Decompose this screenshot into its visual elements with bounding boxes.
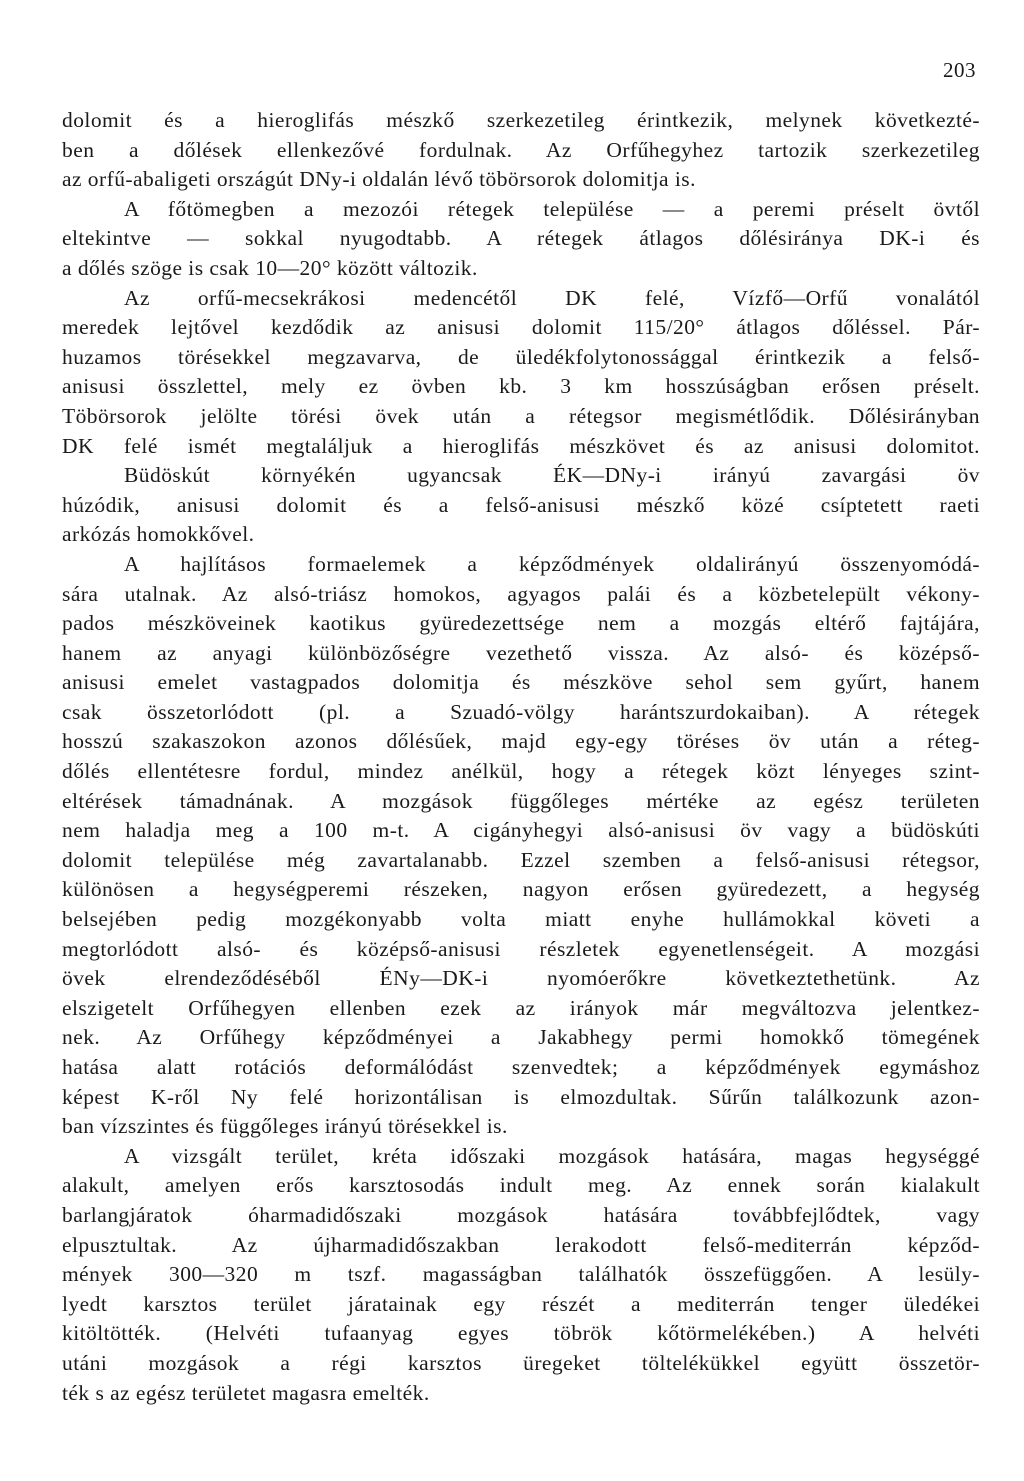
- text-line: a dőlés szöge is csak 10—20° között változik.: [62, 255, 478, 280]
- text-line: A vizsgált terület, kréta időszaki mozgások hatására, magas hegységgé: [124, 1143, 980, 1168]
- text-line: hosszú szakaszokon azonos dőlésűek, majd egy-egy töréses öv után a réteg-: [62, 729, 980, 754]
- text-line: hatása alatt rotációs deformálódást szenvedtek; a képződmények egymáshoz: [62, 1055, 980, 1079]
- text-line: mények 300—320 m tszf. magasságban találhatók összefüggően. A lesüly-: [62, 1262, 980, 1287]
- text-line: DK felé ismét megtaláljuk a hieroglifás mészkövet és az anisusi dolomitot.: [62, 433, 980, 458]
- text-line: elpusztultak. Az újharmadidőszakban lerakodott felső-mediterrán képződ-: [62, 1232, 980, 1257]
- text-line: ben a dőlések ellenkezővé fordulnak. Az Orfűhegyhez tartozik szerkezetileg: [62, 137, 980, 162]
- text-line: ban vízszintes és függőleges irányú törésekkel is.: [62, 1114, 508, 1139]
- book-page: [62, 0, 980, 1481]
- text-line: Töbörsorok jelölte törési övek után a rétegsor megismétlődik. Dőlésirányban: [62, 403, 980, 428]
- text-line: ték s az egész területet magasra emelték.: [62, 1380, 430, 1405]
- text-line: huzamos törésekkel megzavarva, de üledékfolytonossággal érintkezik a felső-: [62, 344, 980, 369]
- text-line: pados mészköveinek kaotikus gyüredezettsége nem a mozgás eltérő fajtájára,: [62, 611, 980, 636]
- text-line: csak összetorlódott (pl. a Szuadó-völgy harántszurdokaiban). A rétegek: [62, 699, 980, 724]
- text-line: alakult, amelyen erős karsztosodás indult meg. Az ennek során kialakult: [62, 1173, 980, 1198]
- text-line: arkózás homokkővel.: [62, 522, 255, 547]
- text-line: képest K-ről Ny felé horizontálisan is elmozdultak. Sűrűn találkozunk azon-: [62, 1084, 980, 1109]
- text-line: húzódik, anisusi dolomit és a felső-anisusi mészkő közé csíptetett raeti: [62, 492, 980, 517]
- text-line: különösen a hegységperemi részeken, nagyon erősen gyüredezett, a hegység: [62, 877, 980, 902]
- body-text: [62, 106, 980, 1408]
- text-line: meredek lejtővel kezdődik az anisusi dolomit 115/20° átlagos dőléssel. Pár-: [62, 315, 980, 340]
- text-line: nem haladja meg a 100 m-t. A cigányhegyi alsó-anisusi öv vagy a büdöskúti: [62, 818, 980, 843]
- text-line: eltérések támadnának. A mozgások függőleges mértéke az egész területen: [62, 788, 980, 813]
- text-line: az orfű-abaligeti országút DNy-i oldalán lévő töbörsorok dolomitja is.: [62, 167, 696, 192]
- text-line: eltekintve — sokkal nyugodtabb. A rétegek átlagos dőlésiránya DK-i és: [62, 226, 980, 251]
- text-line: belsejében pedig mozgékonyabb volta miatt enyhe hullámokkal követi a: [62, 907, 980, 932]
- text-line: dőlés ellentétesre fordul, mindez anélkül, hogy a rétegek közt lényeges szint-: [62, 759, 980, 784]
- text-line: utáni mozgások a régi karsztos üregeket töltelékükkel együtt összetör-: [62, 1350, 980, 1375]
- text-line: elszigetelt Orfűhegyen ellenben ezek az irányok már megváltozva jelentkez-: [62, 995, 980, 1020]
- text-line: hanem az anyagi különbözőségre vezethető vissza. Az alsó- és középső-: [62, 640, 980, 665]
- text-line: anisusi emelet vastagpados dolomitja és mészköve sehol sem gyűrt, hanem: [62, 670, 980, 695]
- text-line: dolomit és a hieroglifás mészkő szerkezetileg érintkezik, melynek következté-: [62, 108, 980, 132]
- text-line: barlangjáratok óharmadidőszaki mozgások hatására továbbfejlődtek, vagy: [62, 1202, 980, 1227]
- text-line: Büdöskút környékén ugyancsak ÉK—DNy-i irányú zavargási öv: [124, 463, 980, 488]
- text-line: lyedt karsztos terület járatainak egy részét a mediterrán tenger üledékei: [62, 1291, 980, 1316]
- text-line: Az orfű-mecsekrákosi medencétől DK felé, Vízfő—Orfű vonalától: [124, 285, 980, 310]
- text-line: anisusi összlettel, mely ez övben kb. 3 km hosszúságban erősen préselt.: [62, 374, 980, 399]
- text-line: övek elrendeződéséből ÉNy—DK-i nyomóerőkre következtethetünk. Az: [62, 966, 980, 991]
- text-line: sára utalnak. Az alsó-triász homokos, agyagos palái és a közbetelepült vékony-: [62, 581, 980, 606]
- text-line: A főtömegben a mezozói rétegek települése — a peremi préselt övtől: [124, 196, 980, 221]
- page-number: 203: [943, 58, 976, 82]
- text-line: dolomit települése még zavartalanabb. Ezzel szemben a felső-anisusi rétegsor,: [62, 847, 980, 872]
- text-line: megtorlódott alsó- és középső-anisusi részletek egyenetlenségeit. A mozgási: [62, 936, 980, 961]
- text-line: nek. Az Orfűhegy képződményei a Jakabhegy permi homokkő tömegének: [62, 1025, 980, 1050]
- text-line: A hajlításos formaelemek a képződmények oldalirányú összenyomódá-: [124, 551, 980, 576]
- text-line: kitöltötték. (Helvéti tufaanyag egyes töbrök kőtörmelékében.) A helvéti: [62, 1321, 980, 1346]
